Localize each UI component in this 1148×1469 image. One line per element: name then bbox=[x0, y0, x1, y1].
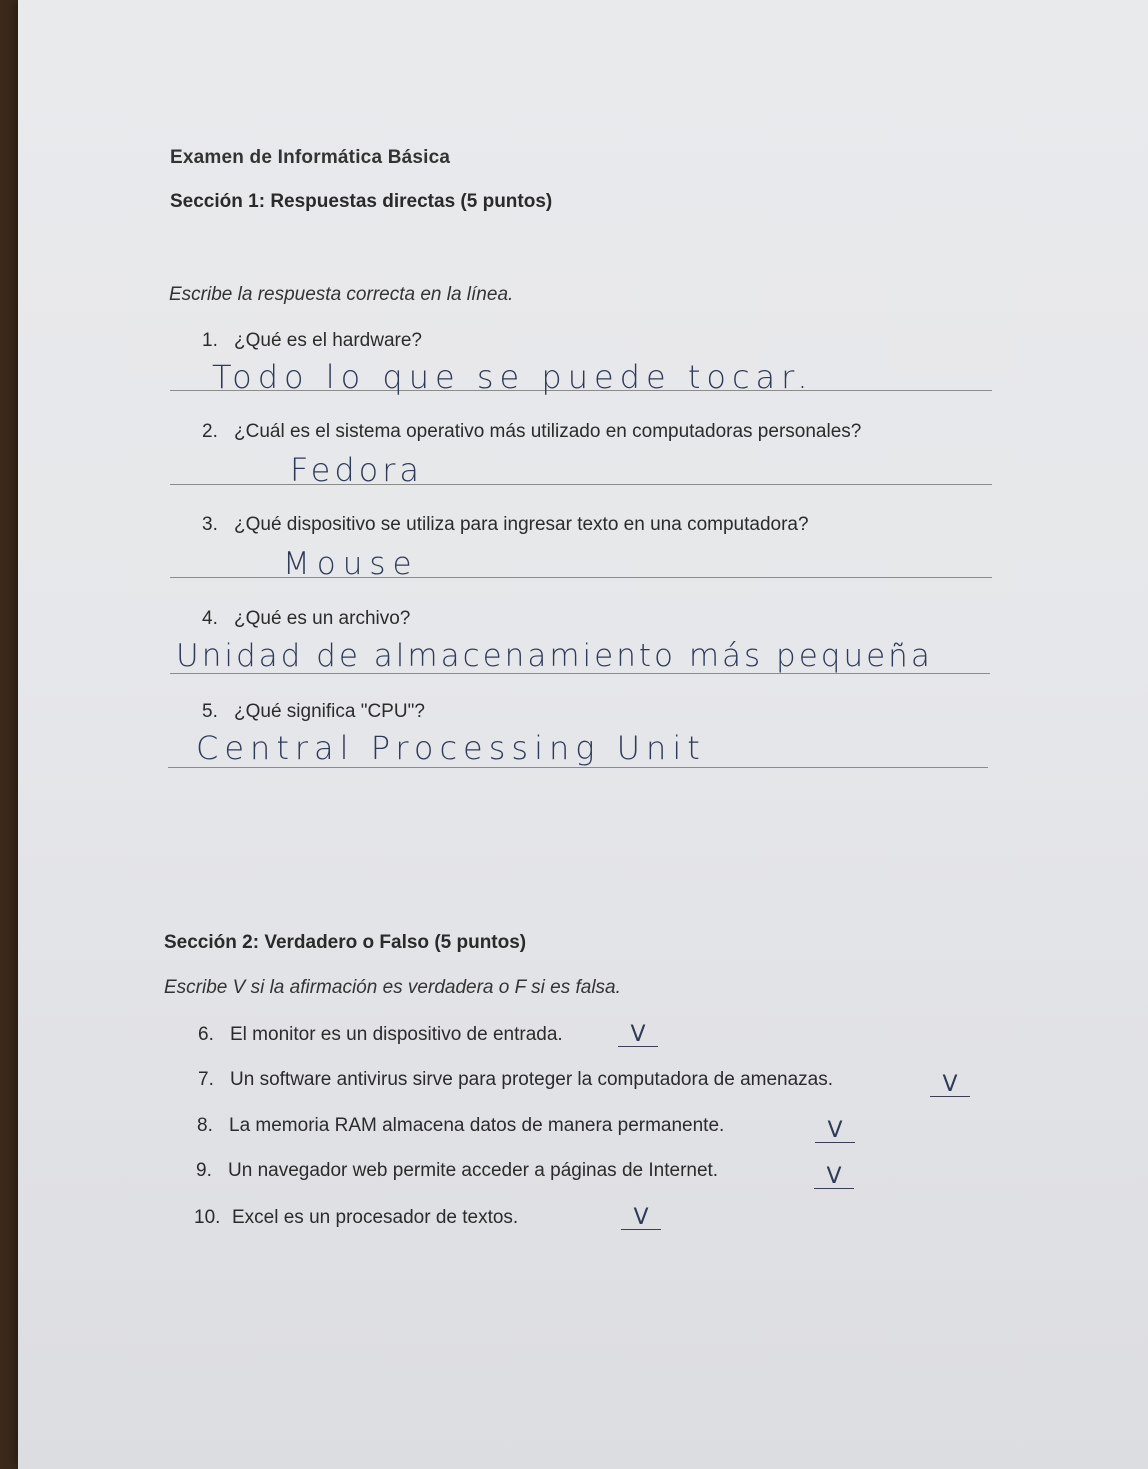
question-1 bbox=[202, 330, 422, 352]
statement-text: El monitor es un dispositivo de entrada. bbox=[230, 1024, 563, 1045]
statement-7 bbox=[198, 1069, 833, 1091]
statement-10 bbox=[194, 1207, 518, 1229]
answer-line-5[interactable] bbox=[168, 767, 988, 768]
statement-text: La memoria RAM almacena datos de manera permanente. bbox=[229, 1115, 725, 1136]
page-title: Examen de Informática Básica bbox=[170, 147, 451, 168]
section1-heading: Sección 1: Respuestas directas (5 puntos) bbox=[170, 191, 553, 212]
question-number: 1. bbox=[202, 330, 218, 351]
question-text: ¿Qué dispositivo se utiliza para ingresar texto en una computadora? bbox=[234, 514, 809, 535]
statement-6 bbox=[198, 1024, 563, 1046]
tf-answer-8[interactable]: V bbox=[815, 1120, 855, 1143]
question-text: ¿Qué significa "CPU"? bbox=[234, 701, 425, 722]
handwritten-answer-5: Central Processing Unit bbox=[196, 729, 706, 767]
statement-text: Excel es un procesador de textos. bbox=[232, 1207, 519, 1228]
tf-answer-9[interactable]: V bbox=[814, 1166, 854, 1189]
question-number: 2. bbox=[202, 421, 218, 442]
handwritten-answer-2: Fedora bbox=[290, 451, 423, 489]
question-2 bbox=[202, 421, 861, 443]
section2-instruction: Escribe V si la afirmación es verdadera o F si es falsa. bbox=[164, 977, 621, 998]
question-3 bbox=[202, 514, 809, 536]
statement-text: Un navegador web permite acceder a páginas de Internet. bbox=[228, 1160, 719, 1181]
statement-number: 6. bbox=[198, 1024, 214, 1045]
tf-answer-6[interactable]: V bbox=[618, 1024, 658, 1047]
handwritten-answer-1: Todo lo que se puede tocar. bbox=[212, 358, 814, 396]
statement-number: 8. bbox=[197, 1115, 213, 1136]
tf-answer-7[interactable]: V bbox=[930, 1074, 970, 1097]
question-4 bbox=[202, 608, 410, 630]
statement-number: 7. bbox=[198, 1069, 214, 1090]
statement-9 bbox=[196, 1160, 718, 1182]
statement-text: Un software antivirus sirve para proteger la computadora de amenazas. bbox=[230, 1069, 834, 1090]
question-number: 3. bbox=[202, 514, 218, 535]
question-number: 5. bbox=[202, 701, 218, 722]
question-number: 4. bbox=[202, 608, 218, 629]
statement-number: 10. bbox=[194, 1207, 221, 1228]
question-text: ¿Qué es el hardware? bbox=[234, 330, 422, 351]
tf-answer-10[interactable]: V bbox=[621, 1207, 661, 1230]
question-text: ¿Cuál es el sistema operativo más utilizado en computadoras personales? bbox=[234, 421, 862, 442]
statement-8 bbox=[197, 1115, 724, 1137]
question-5 bbox=[202, 701, 425, 723]
statement-number: 9. bbox=[196, 1160, 212, 1181]
handwritten-answer-3: Mouse bbox=[283, 546, 419, 582]
section1-instruction: Escribe la respuesta correcta en la línea. bbox=[169, 284, 514, 305]
section2-heading: Sección 2: Verdadero o Falso (5 puntos) bbox=[164, 932, 527, 953]
question-text: ¿Qué es un archivo? bbox=[234, 608, 411, 629]
handwritten-answer-4: Unidad de almacenamiento más pequeña bbox=[176, 638, 933, 674]
